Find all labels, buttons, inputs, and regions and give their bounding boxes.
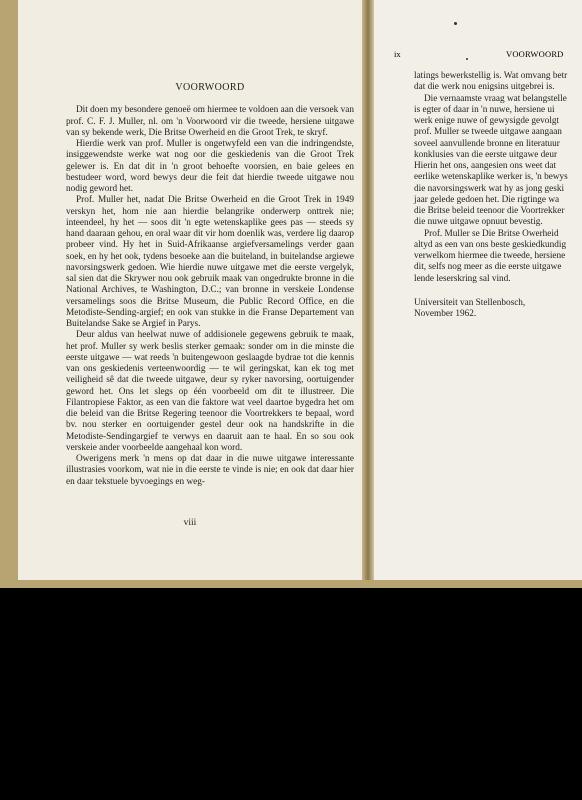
text-line: soveel aanvullende bronne en literatuur — [414, 138, 560, 149]
left-page-number: viii — [183, 518, 197, 528]
right-page-body — [414, 71, 582, 320]
text-line: Hierin het ons, aangesien ons weet dat — [414, 161, 557, 171]
paragraph-1: Dit doen my besondere genoeë om hiermee te voldoen aan die versoek van prof. C. F. J. Muller, nl. om 'n Voorwoord vir die tweede, hersiene uitgawe van sy bekende werk, Die Britse Owerheid en die Groot Trek, te skryf. — [66, 105, 354, 138]
paragraph-4: Deur aldus van heelwat nuwe of addisionele gegewens gebruik te maak, het prof. Muller sy werk beslis sterker gemaak: sonder om in die minste die eerste uitgawe — wat reeds 'n buitengewoon geslaagde bydrae tot die kennis van ons geskiedenis verteenwoordig — te wil geringskat, kan ek tog met veiligheid sê dat die tweede uitgawe, deur sy ryker navorsing, oortuigender geword het. Ons let slegs op één voorbeeld om dit te illustreer. Die Filantropiese Faktor, as een van die faktore wat veel daartoe bygedra het om die beleid van die Britse Regering teenoor die Voortrekkers te bepaal, word bv. nou sterker en oortuigender gestel deur ook na handskrifte in die Metodiste-Sendingargief te verwys en daaruit aan te haal. En so sou ook verskeie ander voorbeelde aangehaal kon word. — [66, 330, 354, 453]
left-page — [18, 0, 362, 580]
text-line: dit, selfs nog meer as die eerste uitgawe — [414, 262, 562, 273]
text-line: lende leserskring sal vind. — [414, 273, 511, 284]
paragraph-3: Prof. Muller het, nadat Die Britse Owerheid en die Groot Trek in 1949 verskyn het, hom nie aan hierdie belangrike onderwerp onttrek nie; inteendeel, hy het — soos dit 'n egte wetenskaplike gees pas — steeds sy hand daaraan gehou, en oral waar dit vir hom doenlik was, verdere lig daarop probeer vind. Hy het in Suid-Afrikaanse argiefversamelings verder gaan soek, en hy het ook, tydens besoeke aan die buiteland, in buitelandse argiewe navorsingswerk gedoen. Wie hierdie nuwe uitgawe met die eerste vergelyk, sal sien dat die Skrywer nou ook gebruik maak van ongedrukte bronne in die National Archives, te Washington, D.C.; van bronne in verskeie Londense versamelings soos die Britse Museum, die Public Record Office, en die Metodiste-Sending-argief; en ook van stukke in die Franse Departement van Buitelandse Sake se Argief in Parys. — [66, 195, 354, 329]
paragraph-2: Hierdie werk van prof. Muller is ongetwyfeld een van die indringendste, insiggewendste werke wat nog oor die geskiedenis van die Groot Trek gelewer is. En dat dit in 'n groot behoefte voorsien, en baie gelees en bestudeer word, word bewys deur die feit dat hierdie tweede uitgawe nou nodig geword het. — [66, 139, 354, 194]
right-page — [374, 0, 582, 580]
text-line: verwelkom hiermee die tweede, hersiene — [414, 251, 566, 261]
spacer — [414, 285, 582, 298]
text-line: latings bewerkstellig is. Wat omvang betr — [414, 71, 568, 81]
text-line: prof. Muller se tweede uitgawe aangaan — [414, 127, 562, 138]
text-line: is egter of daar in 'n nuwe, hersiene ui — [414, 104, 555, 115]
text-line: konklusies van die eerste uitgawe deur — [414, 149, 558, 160]
book-gutter — [362, 0, 374, 580]
paragraph-5: Owerigens merk 'n mens op dat daar in die nuwe uitgawe interessante illustrasies voorkom, wat nie in die eerste te vinde is nie; en ook dat daar hier en daar tekstuele byvoegings en weg- — [66, 454, 354, 487]
text-line: altyd as een van ons beste geskiedkundig — [414, 239, 567, 250]
dust-speck — [466, 58, 468, 60]
text-line: die Britse beleid teenoor die Voortrekker — [414, 206, 565, 216]
text-line: Die vernaamste vraag wat belangstelle — [424, 93, 567, 104]
text-line: eerlike wetenskaplike werker is, 'n bewys — [414, 172, 568, 183]
signoff-place: Universiteit van Stellenbosch, — [414, 297, 526, 308]
signoff-date: November 1962. — [414, 309, 477, 319]
running-head: VOORWOORD — [506, 49, 564, 59]
right-page-number: ix — [394, 49, 401, 59]
page-title: VOORWOORD — [175, 82, 245, 93]
text-line: werk enige nuwe of gewysigde gevolgt — [414, 116, 560, 126]
dust-speck — [454, 22, 457, 25]
text-line: die navorsingswerk wat hy as jong geski — [414, 183, 565, 194]
left-page-body — [66, 82, 354, 488]
text-line: die nuwe uitgawe opnuut bevestig. — [414, 217, 543, 228]
text-line: jaar gelede gedoen het. Die rigtinge wa — [414, 194, 560, 205]
text-line: dat die werk nou enigsins uitgebrei is. — [414, 82, 555, 93]
text-line: Prof. Muller se Die Britse Owerheid — [424, 228, 559, 239]
